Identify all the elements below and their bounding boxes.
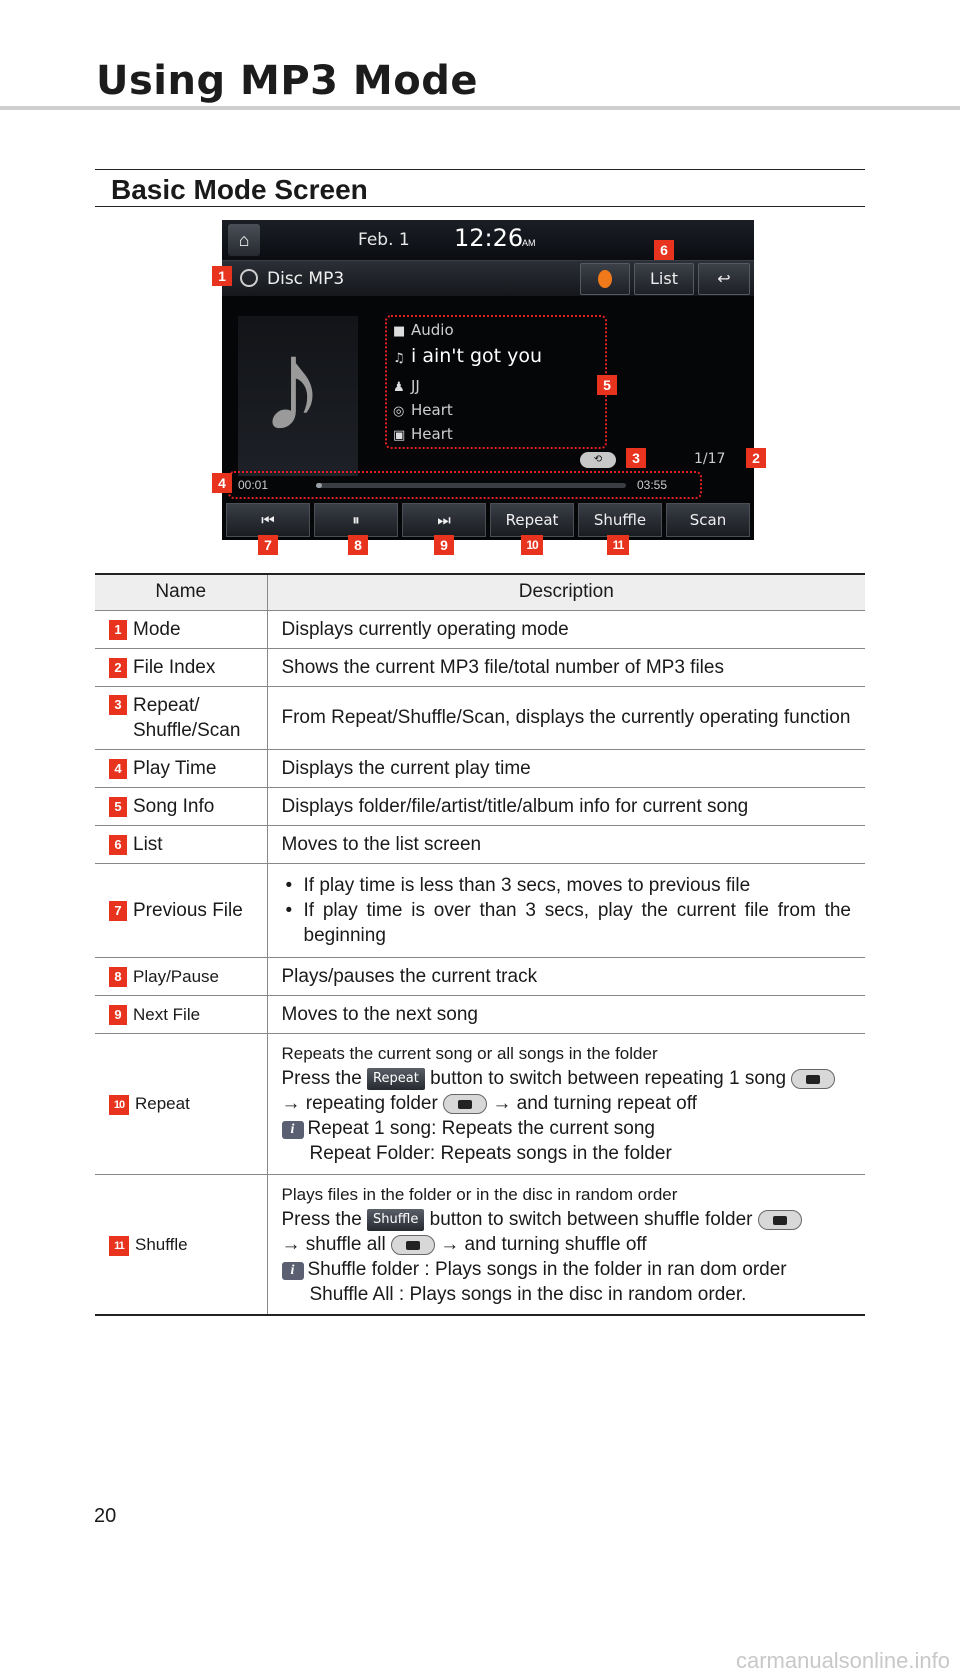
row-name-cell xyxy=(95,1033,267,1174)
song-folder: Audio xyxy=(411,321,454,339)
watermark: carmanualsonline.info xyxy=(735,1648,950,1673)
row-name-cell xyxy=(95,957,267,995)
scan-button[interactable]: Scan xyxy=(666,503,750,537)
desc-text: button to switch between shuffle folder xyxy=(429,1208,753,1230)
callout-2: 2 xyxy=(746,448,766,468)
previous-button[interactable]: ⏮ xyxy=(226,503,310,537)
row-desc xyxy=(267,1174,865,1315)
callout-7: 7 xyxy=(258,535,278,555)
total-time: 03:55 xyxy=(637,478,668,492)
callout-6: 6 xyxy=(654,240,674,260)
shuffle-button[interactable]: Shuffle xyxy=(578,503,662,537)
callout-1: 1 xyxy=(212,266,232,286)
row-desc: Shows the current MP3 file/total number of MP3 files xyxy=(267,648,865,686)
shuffle-folder-icon xyxy=(758,1210,802,1230)
album-icon: ▣ xyxy=(393,428,406,443)
note-text: Repeat 1 song: Repeats the current song xyxy=(307,1118,656,1139)
row-name: List xyxy=(133,833,163,855)
row-desc: Displays currently operating mode xyxy=(267,610,865,648)
table-row xyxy=(95,1174,865,1315)
callout-9: 9 xyxy=(434,535,454,555)
pause-button[interactable]: ⏸ xyxy=(314,503,398,537)
row-name-cell xyxy=(95,749,267,787)
callout-8: 8 xyxy=(348,535,368,555)
row-name-cell xyxy=(95,648,267,686)
row-name-cell xyxy=(95,787,267,825)
artist-icon: ♟ xyxy=(393,380,405,395)
row-name: Play/Pause xyxy=(133,966,219,986)
elapsed-time: 00:01 xyxy=(238,478,269,492)
desc-line: Repeats the current song or all songs in the folder xyxy=(281,1044,658,1063)
row-name-cell xyxy=(95,1174,267,1315)
progress-fill xyxy=(316,483,322,488)
row-desc xyxy=(267,863,865,957)
album-artwork xyxy=(238,312,358,476)
folder-icon: ■ xyxy=(393,324,406,339)
callout-11: 11 xyxy=(607,535,629,555)
status-bar xyxy=(222,220,754,260)
row-number-badge: 4 xyxy=(109,759,127,779)
desc-line xyxy=(282,1066,852,1091)
song-album: Heart xyxy=(411,425,453,443)
list-button[interactable]: List xyxy=(634,263,694,295)
row-desc: Moves to the list screen xyxy=(267,825,865,863)
section-heading xyxy=(95,169,865,207)
song-track: Heart xyxy=(411,401,453,419)
table-row xyxy=(95,686,865,749)
row-name: Shuffle xyxy=(135,1234,188,1254)
song-artist: JJ xyxy=(411,377,420,395)
home-icon: ⌂ xyxy=(238,229,250,250)
row-number-badge: 7 xyxy=(109,901,127,921)
note-icon: ♫ xyxy=(393,351,405,366)
song-artist-row xyxy=(393,377,420,401)
row-name-line2: Shuffle/Scan xyxy=(133,719,241,741)
note-text: Shuffle folder : Plays songs in the folder in ran dom order xyxy=(307,1258,787,1280)
ampm-readout: AM xyxy=(522,238,536,248)
row-number-badge: 2 xyxy=(109,658,127,678)
bullet-item: • If play time is over than 3 secs, play the current file from the beginning xyxy=(282,898,852,948)
callout-3: 3 xyxy=(626,448,646,468)
clock-readout: 12:26 xyxy=(454,224,524,252)
row-desc: Plays/pauses the current track xyxy=(267,957,865,995)
song-album-row xyxy=(393,425,453,449)
repeat-one-icon xyxy=(791,1069,835,1089)
page-title: Using MP3 Mode xyxy=(96,58,478,104)
row-name: Song Info xyxy=(133,795,215,817)
row-name-line1: Repeat/ xyxy=(133,694,200,716)
row-number-badge: 9 xyxy=(109,1005,127,1025)
info-icon: i xyxy=(282,1262,304,1280)
play-time-bar xyxy=(228,471,702,499)
section-heading-text: Basic Mode Screen xyxy=(111,174,368,205)
desc-line xyxy=(282,1232,852,1257)
mp3-screen-screenshot xyxy=(222,220,754,540)
progress-track[interactable] xyxy=(316,483,626,488)
row-desc: Displays the current play time xyxy=(267,749,865,787)
song-title: i ain't got you xyxy=(411,345,543,367)
table-row xyxy=(95,648,865,686)
album-art-button[interactable] xyxy=(580,263,630,295)
note-line: Shuffle All : Plays songs in the disc in random order. xyxy=(309,1283,747,1305)
song-folder-row xyxy=(393,321,454,345)
header-description: Description xyxy=(267,574,865,610)
desc-text: → shuffle all xyxy=(281,1233,386,1255)
repeat-button[interactable]: Repeat xyxy=(490,503,574,537)
row-number-badge: 8 xyxy=(109,967,127,987)
bullet-list xyxy=(282,873,852,948)
shuffle-all-icon xyxy=(391,1235,435,1255)
row-name-cell xyxy=(95,863,267,957)
row-desc xyxy=(267,1033,865,1174)
table-row xyxy=(95,787,865,825)
row-number-badge: 5 xyxy=(109,797,127,817)
row-number-badge: 6 xyxy=(109,835,127,855)
song-info-panel xyxy=(385,315,607,449)
desc-text: → and turning repeat off xyxy=(492,1093,697,1114)
row-number-badge: 10 xyxy=(109,1095,129,1115)
row-number-badge: 1 xyxy=(109,620,127,640)
desc-text: Press the xyxy=(281,1068,362,1089)
description-table xyxy=(95,573,865,1316)
home-button[interactable] xyxy=(228,224,260,256)
song-track-row xyxy=(393,401,453,425)
repeat-chip: Repeat xyxy=(367,1068,425,1090)
page-number: 20 xyxy=(94,1505,117,1527)
desc-text: → repeating folder xyxy=(281,1093,438,1114)
row-name: Repeat xyxy=(135,1094,190,1113)
music-note-icon: ♪ xyxy=(260,312,325,458)
callout-5: 5 xyxy=(597,375,617,395)
table-row xyxy=(95,863,865,957)
desc-line xyxy=(282,1091,852,1116)
shuffle-chip: Shuffle xyxy=(367,1209,424,1231)
playback-controls xyxy=(226,503,750,537)
table-row xyxy=(95,749,865,787)
note-line xyxy=(282,1257,852,1282)
note-line: Repeat Folder: Repeats songs in the folder xyxy=(309,1143,672,1164)
row-number-badge: 11 xyxy=(109,1236,129,1256)
row-name: Mode xyxy=(133,618,181,640)
callout-4: 4 xyxy=(212,473,232,493)
repeat-indicator-icon: ⟲ xyxy=(580,452,616,468)
header-name: Name xyxy=(95,574,267,610)
album-art-icon xyxy=(598,270,612,288)
info-icon: i xyxy=(282,1121,304,1139)
back-button[interactable] xyxy=(698,263,750,295)
desc-text: → and turning shuffle off xyxy=(440,1233,647,1255)
row-desc: From Repeat/Shuffle/Scan, displays the currently operating function xyxy=(267,686,865,749)
repeat-folder-icon xyxy=(443,1094,487,1114)
back-arrow-icon: ↩ xyxy=(717,269,731,288)
table-row xyxy=(95,1033,865,1174)
song-title-row xyxy=(393,345,542,369)
date-readout: Feb. 1 xyxy=(358,230,410,250)
title-rule xyxy=(0,106,960,110)
disc-icon xyxy=(240,269,258,287)
desc-text: button to switch between repeating 1 song xyxy=(430,1068,787,1089)
row-name: Play Time xyxy=(133,757,217,779)
callout-10: 10 xyxy=(521,535,543,555)
note-line xyxy=(282,1116,852,1141)
row-desc: Moves to the next song xyxy=(267,995,865,1033)
table-row xyxy=(95,825,865,863)
row-name: Next File xyxy=(133,1004,201,1024)
disc-small-icon: ◎ xyxy=(393,404,405,419)
row-name-cell xyxy=(95,610,267,648)
bullet-item: • If play time is less than 3 secs, moves to previous file xyxy=(282,873,852,898)
desc-line: Plays files in the folder or in the disc in random order xyxy=(281,1184,678,1204)
table-row xyxy=(95,995,865,1033)
table-row xyxy=(95,610,865,648)
mode-bar xyxy=(222,260,754,296)
row-name: Previous File xyxy=(133,899,243,921)
next-button[interactable]: ⏭ xyxy=(402,503,486,537)
file-index: 1/17 xyxy=(694,451,726,467)
row-number-badge: 3 xyxy=(109,695,127,715)
mode-label: Disc MP3 xyxy=(267,269,345,289)
row-name: File Index xyxy=(133,656,216,678)
desc-line xyxy=(282,1207,852,1232)
row-desc: Displays folder/file/artist/title/album info for current song xyxy=(267,787,865,825)
table-header-row xyxy=(95,574,865,610)
desc-text: Press the xyxy=(281,1208,362,1230)
row-name-cell xyxy=(95,825,267,863)
row-name-cell xyxy=(95,686,267,749)
table-row xyxy=(95,957,865,995)
row-name-cell xyxy=(95,995,267,1033)
